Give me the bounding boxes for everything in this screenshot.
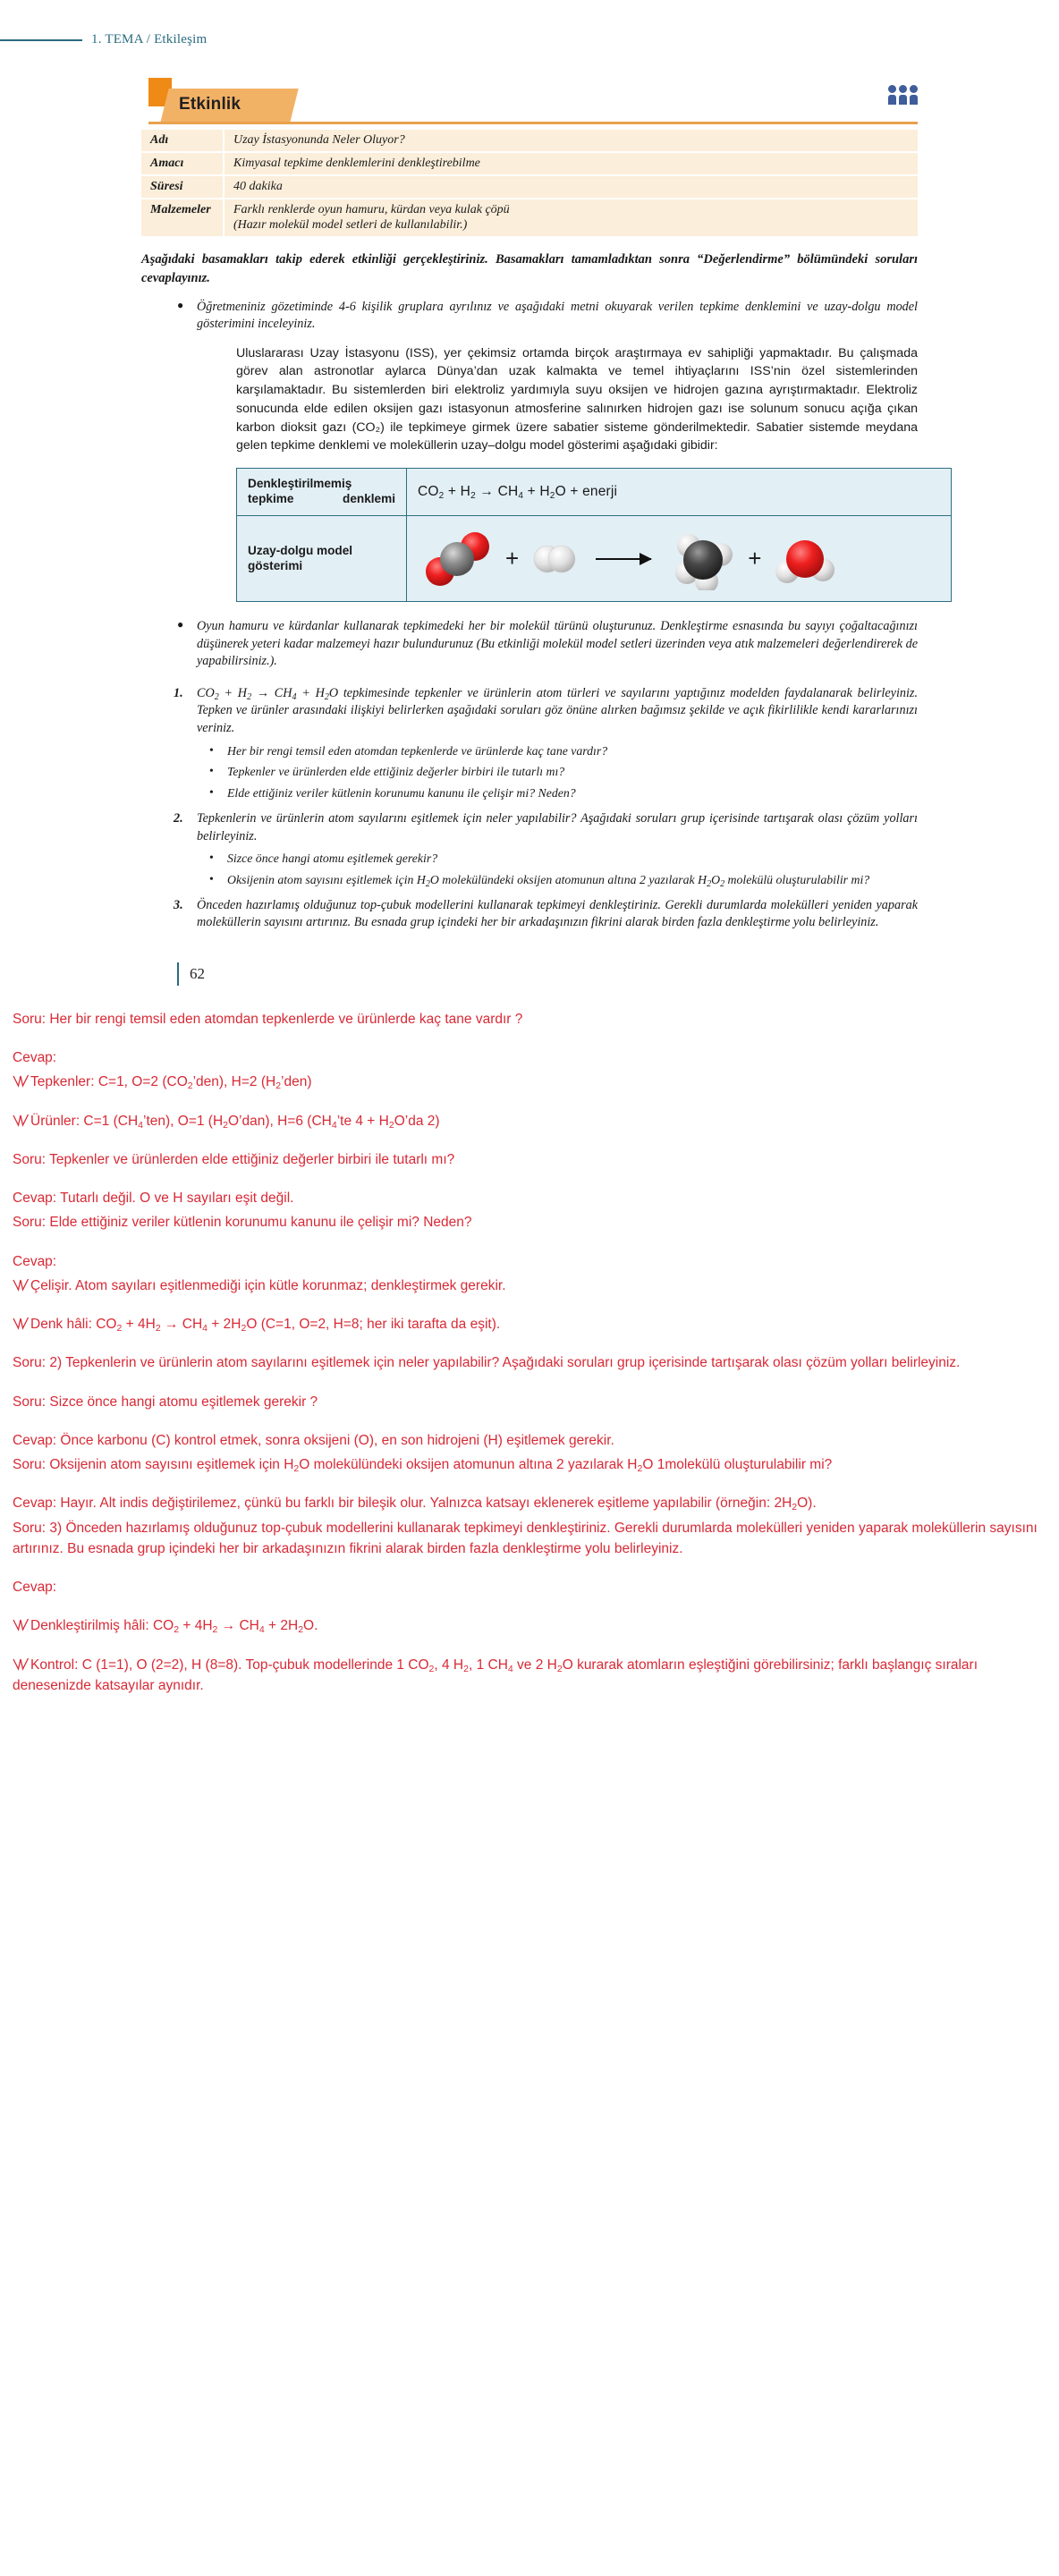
- table-row: [141, 175, 918, 199]
- info-value-materials: [224, 199, 918, 236]
- plus-sign-products: +: [748, 545, 762, 572]
- person-head: [888, 85, 896, 93]
- page-number: [177, 962, 918, 986]
- molecule-strip: [418, 528, 940, 590]
- list-item: ● Oyun hamuru ve kürdanlar kullanarak tepkimedeki her bir molekül türünü oluşturunuz. Denkleştirme esnasında bu sayıyı çoğaltacağınızı düşünerek yeteri kadar malzemeyi hazır bulundurunuz (Bu etkinliği molekül model setleri üzerinden veya atık malzemeleri değerlendirerek de yapabilirsiniz.).: [141, 618, 918, 671]
- activity-info-table: [141, 130, 918, 236]
- unbalanced-equation-cell: [407, 469, 952, 516]
- unbalanced-equation-label: Denkleştirilmemiş tepkime denklemi: [237, 469, 407, 516]
- list-item: [141, 685, 918, 802]
- question-1-subs: [197, 743, 918, 802]
- banner-underline: [148, 122, 918, 124]
- people-heads: [888, 85, 918, 93]
- answer-line: Soru: Elde ettiğiniz veriler kütlenin korunumu kanunu ile çelişir mi? Neden?: [13, 1215, 472, 1231]
- banner-label: Etkinlik: [179, 95, 241, 114]
- info-key-name: Adı: [141, 130, 224, 152]
- reaction-equation: $CO_2 + H_2 \to CH_4 + H_2O$ + enerji: [418, 484, 618, 502]
- person-body: [910, 95, 918, 105]
- info-key-materials: Malzemeler: [141, 199, 224, 236]
- info-value-name: Uzay İstasyonunda Neler Oluyor?: [224, 130, 918, 152]
- info-key-duration: Süresi: [141, 175, 224, 199]
- people-group-icon: [888, 85, 918, 105]
- answer-line: Soru: Tepkenler ve ürünlerden elde ettiğiniz değerler birbiri ile tutarlı mı?: [13, 1151, 455, 1167]
- h2-molecule-icon: [531, 538, 578, 580]
- list-item: • Elde ettiğiniz veriler kütlenin korunumu kanunu ile çelişir mi? Neden?: [197, 785, 918, 802]
- space-fill-model-cell: [407, 516, 952, 602]
- running-head: [0, 0, 1059, 47]
- answer-annotations: [0, 1009, 1059, 1723]
- answer-line: Soru: Sizce önce hangi atomu eşitlemek gerekir ?: [13, 1394, 318, 1410]
- people-bodies: [888, 95, 918, 105]
- answer-check-line: Tepkenler: C=1, O=2 $(CO_2’den)$, H=2 $(H_2’den)$: [13, 1072, 1046, 1092]
- check-mark-icon: [13, 1277, 30, 1291]
- check-mark-icon: [13, 1617, 30, 1631]
- person-body: [888, 95, 896, 105]
- check-mark-icon: [13, 1316, 30, 1329]
- space-fill-model-label: Uzay-dolgu model gösterimi: [237, 516, 407, 602]
- table-row: [141, 199, 918, 236]
- list-item: • Her bir rengi temsil eden atomdan tepkenlerde ve ürünlerde kaç tane vardır?: [197, 743, 918, 760]
- question-2-subs: [197, 851, 918, 889]
- list-item: • Oksijenin atom sayısını eşitlemek için $H_2O$ molekülündeki oksijen atomunun altına 2 yazılarak $H_2O_2$ molekülü oluşturulabilir mi?: [197, 872, 918, 889]
- info-key-aim: Amacı: [141, 152, 224, 175]
- answer-line: Cevap:: [13, 1253, 57, 1269]
- question-3-text: Önceden hazırlamış olduğunuz top-çubuk modellerini kullanarak tepkimeyi denkleştiriniz. Gerekli durumlarda molekülleri yeniden yaparak moleküllerin sayısını artırınız. Bu esnada grup içindeki her bir arkadaşınızın fikrini alarak birden fazla denkleştirme yolu belirleyiniz.: [197, 897, 918, 930]
- list-item: • Tepkenler ve ürünlerden elde ettiğiniz değerler birbiri ile tutarlı mı?: [197, 764, 918, 781]
- person-body: [899, 95, 907, 105]
- reaction-arrow-icon: [596, 558, 651, 560]
- person-head: [899, 85, 907, 93]
- reaction-model-table: [236, 468, 952, 602]
- runhead-text: 1. TEMA / Etkileşim: [91, 32, 208, 47]
- list-item: [141, 810, 918, 889]
- answer-line: Soru: 2) Tepkenlerin ve ürünlerin atom sayılarını eşitlemek için neler yapılabilir? Aşağıdaki soruları grup içerisinde tartışarak olası çözüm yolları belirleyiniz.: [13, 1355, 961, 1371]
- content-column: [82, 78, 977, 986]
- table-row: [237, 516, 952, 602]
- list-item: • Sizce önce hangi atomu eşitlemek gerekir?: [197, 851, 918, 868]
- steps-list-top: [141, 299, 918, 334]
- table-row: [141, 130, 918, 152]
- page-number-value: 62: [190, 964, 205, 982]
- list-item: ● Öğretmeniniz gözetiminde 4-6 kişilik gruplara ayrılınız ve aşağıdaki metni okuyarak verilen tepkime denklemini ve uzay-dolgu model gösterimini inceleyiniz.: [141, 299, 918, 334]
- question-1-text: $CO_2 + H_2 \to CH_4 + H_2O$ tepkimesinde tepkenler ve ürünlerin atom türleri ve sayılarını yaptığınız modelden faydalanarak belirleyiniz. Tepken ve ürünler arasındaki ilişkiyi belirlerken aşağıdaki soruları göz önüne alırken bağımsız şekilde ve açık fikirlilikle kendi kararlarınızı veriniz.: [197, 685, 918, 736]
- answer-line: Cevap: Önce karbonu (C) kontrol etmek, sonra oksijeni (O), en son hidrojeni (H) eşitlemek gerekir.: [13, 1432, 614, 1448]
- iss-paragraph: Uluslararası Uzay İstasyonu (ISS), yer çekimsiz ortamda birçok araştırmaya ev sahipliği yapmaktadır. Bu çalışmada görev alan astronotlar aylarca Dünya’dan uzak kalmakta ve temel ihtiyaçlarını ISS’nin özel sistemlerinden karşılamaktadır. Bu sistemlerden biri elektroliz yardımıyla suyu oksijen ve hidrojen gazına ayrıştırmaktadır. Elektroliz sonucunda elde edilen oksijen gazı istasyonun atmosferine salınırken hidrojen gazı ise solunum sonucu açığa çıkan karbon dioksit gazı (CO₂) ile tepkimeye girmek üzere sabatier sisteme gönderilmektedir. Sabatier sistemde meydana gelen tepkime denklemi ve moleküllerin uzay–dolgu model gösterimi aşağıdaki gibidir:: [236, 345, 918, 453]
- intro-paragraph: Aşağıdaki basamakları takip ederek etkinliği gerçekleştiriniz. Basamakları tamamladıktan sonra “Değerlendirme” bölümündeki soruları cevaplayınız.: [141, 252, 918, 285]
- ch4-molecule-icon: [669, 528, 735, 590]
- answer-line: Cevap: Tutarlı değil. O ve H sayıları eşit değil.: [13, 1191, 294, 1207]
- plus-sign-reactants: +: [505, 545, 520, 572]
- question-2-text: Tepkenlerin ve ürünlerin atom sayılarını eşitlemek için neler yapılabilir? Aşağıdaki soruları grup içerisinde tartışarak olası çözüm yolları belirleyiniz.: [197, 810, 918, 843]
- answer-check-line: Çelişir. Atom sayıları eşitlenmediği için kütle korunmaz; denkleştirmek gerekir.: [13, 1275, 1046, 1296]
- answer-line: Soru: 3) Önceden hazırlamış olduğunuz top-çubuk modellerini kullanarak tepkimeyi denkleştiriniz. Gerekli durumlarda molekülleri yeniden yaparak moleküllerin sayısını artırınız. Bu esnada grup içindeki her bir arkadaşınızın fikrini alarak birden fazla denkleştirme yolu belirleyiniz.: [13, 1520, 1038, 1556]
- steps-list-bottom: [141, 618, 918, 671]
- check-mark-icon: [13, 1073, 30, 1087]
- check-mark-icon: [13, 1113, 30, 1126]
- answer-line: Cevap: Hayır. Alt indis değiştirilemez, çünkü bu farklı bir bileşik olur. Yalnızca katsayı eklenerek eşitleme yapılabilir (örneğin: $2H_2O$).: [13, 1496, 817, 1513]
- answer-check-line: Denk hâli: $CO_2 + 4H_2 \to CH_4 + 2H_2O$ (C=1, O=2, H=8; her iki tarafta da eşit).: [13, 1314, 1046, 1335]
- co2-molecule-icon: [423, 530, 493, 589]
- check-mark-icon: [13, 1657, 30, 1670]
- answer-line: Cevap:: [13, 1580, 57, 1596]
- answer-check-line: Ürünler: C=1 $(CH_4’ten)$, O=1 $(H_2O’dan)$, H=6 ($CH_4’te$ $4 + H_2O’da$ 2): [13, 1111, 1046, 1131]
- activity-banner: [141, 78, 918, 123]
- table-row: [141, 152, 918, 175]
- table-row: [237, 469, 952, 516]
- info-value-duration: 40 dakika: [224, 175, 918, 199]
- answer-check-line: Kontrol: C (1=1), O (2=2), H (8=8). Top-çubuk modellerinde 1 $CO_2$, 4 $H_2$, 1 $CH_4$ ve 2 $H_2O$ kurarak atomların eşleştiğini görebilirsiniz; farklı başlangıç sıraları denesenizde katsayılar aynıdır.: [13, 1657, 979, 1693]
- person-head: [910, 85, 918, 93]
- materials-line-1: Farklı renklerde oyun hamuru, kürdan veya kulak çöpü: [233, 203, 510, 217]
- list-item: [141, 897, 918, 932]
- info-value-aim: Kimyasal tepkime denklemlerini denkleştirebilme: [224, 152, 918, 175]
- answer-line: Soru: Oksijenin atom sayısını eşitlemek için $H_2O$ molekülündeki oksijen atomunun altına 2 yazılarak $H_2O$ 1molekülü oluşturulabilir mi?: [13, 1457, 833, 1475]
- materials-line-2: (Hazır molekül model setleri de kullanılabilir.): [233, 218, 468, 233]
- h2o-molecule-icon: [774, 533, 836, 585]
- page-number-bar: [177, 962, 179, 986]
- numbered-questions-list: [141, 685, 918, 932]
- answer-line: Soru: Her bir rengi temsil eden atomdan tepkenlerde ve ürünlerde kaç tane vardır ?: [13, 1011, 523, 1027]
- answer-check-line: Denkleştirilmiş hâli: $CO_2 + 4H_2 \to CH_4 + 2H_2O$.: [13, 1615, 1046, 1636]
- runhead-rule: [0, 39, 82, 41]
- answer-line: Cevap:: [13, 1050, 57, 1066]
